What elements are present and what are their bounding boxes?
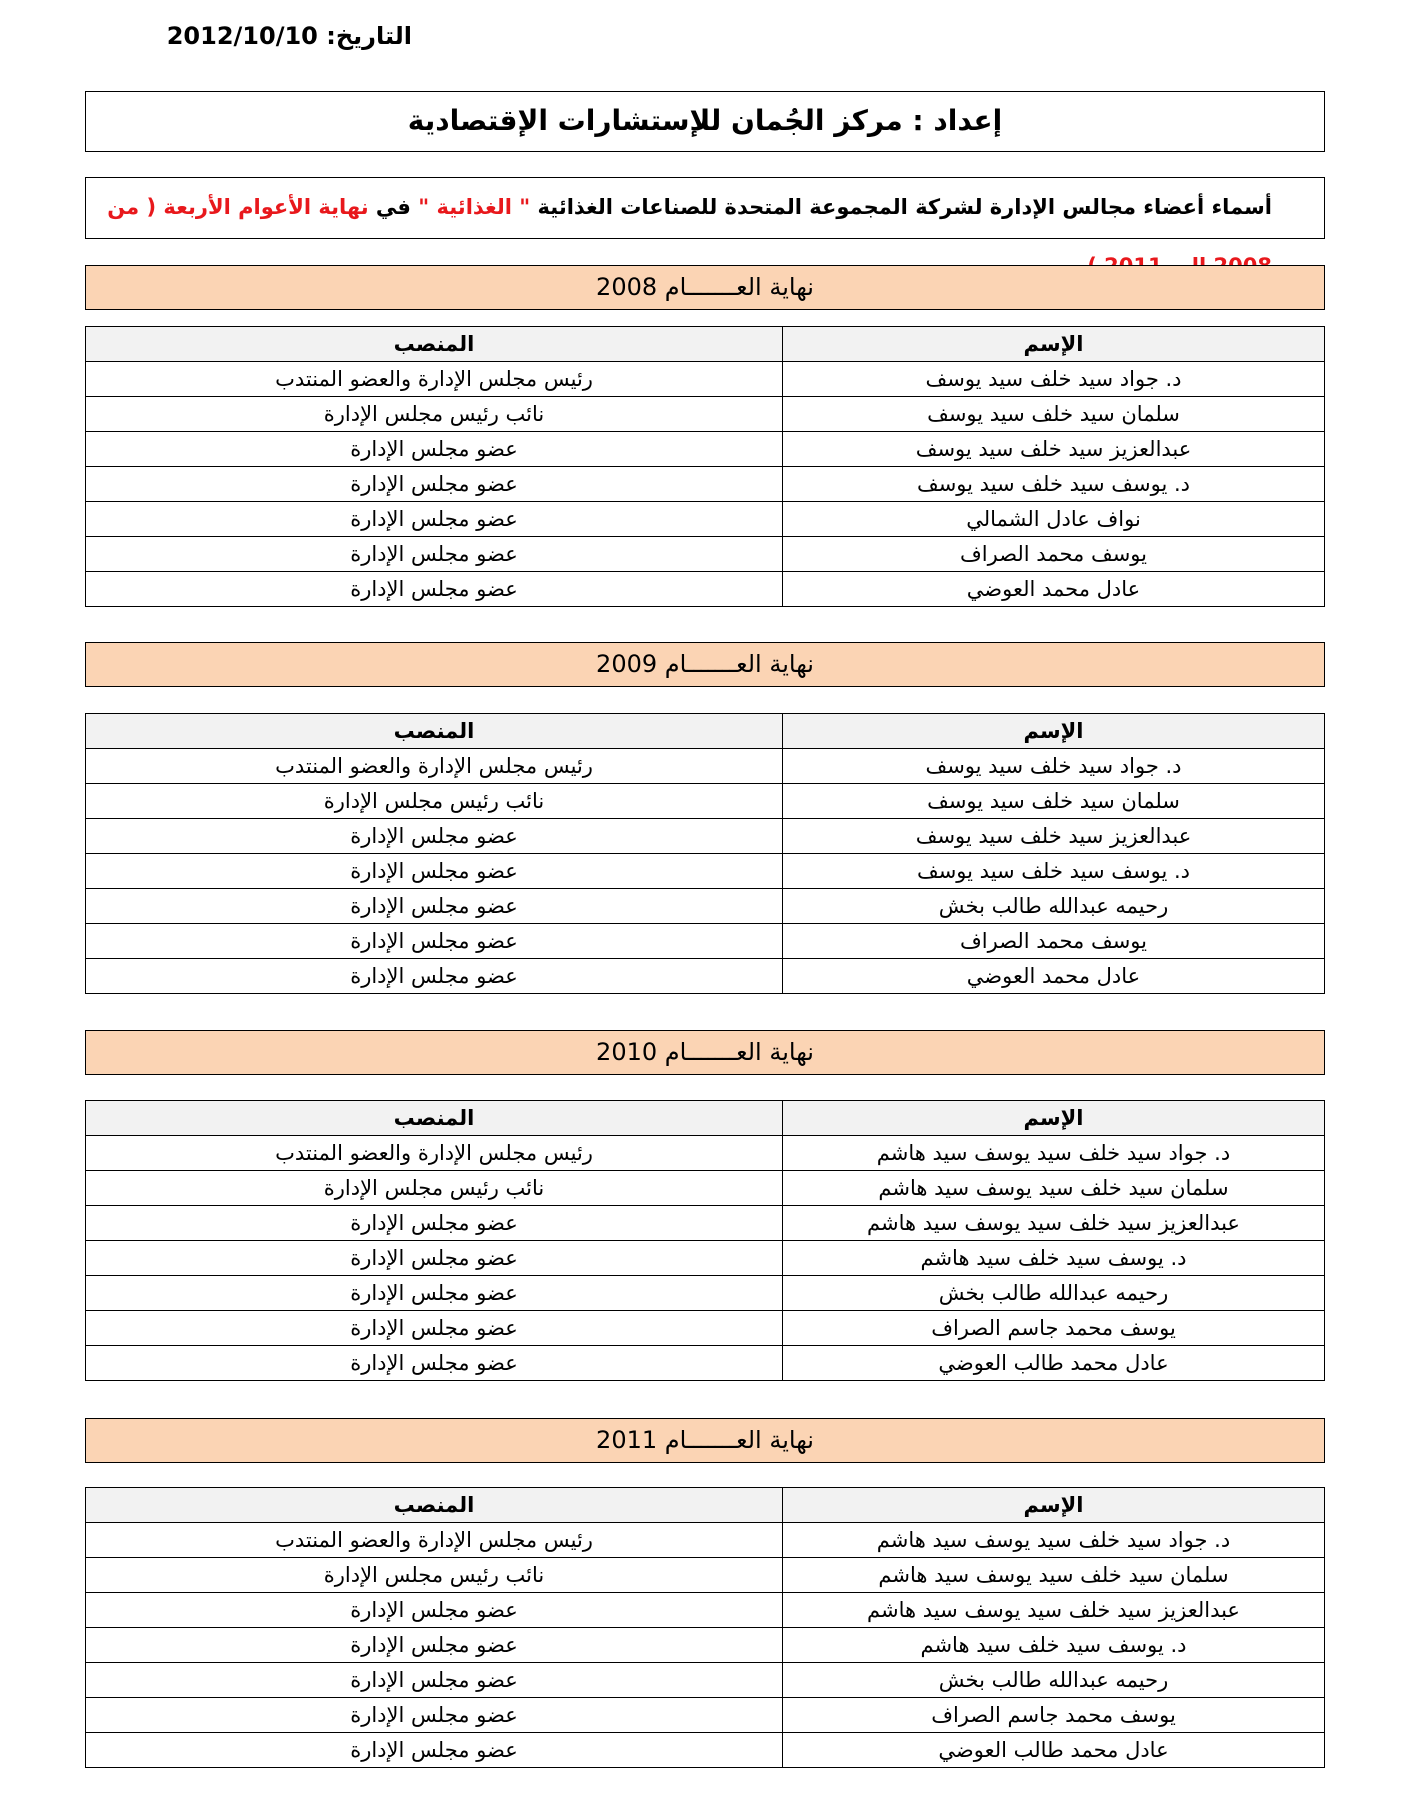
table-row xyxy=(86,397,1325,432)
member-name: د. جواد سيد خلف سيد يوسف سيد هاشم xyxy=(783,1136,1325,1171)
member-name: سلمان سيد خلف سيد يوسف xyxy=(783,784,1325,819)
year-heading-2: نهاية العـــــــام 2010 xyxy=(85,1030,1325,1075)
member-position: عضو مجلس الإدارة xyxy=(86,572,783,607)
member-name: عبدالعزيز سيد خلف سيد يوسف سيد هاشم xyxy=(783,1593,1325,1628)
board-members-table xyxy=(85,713,1325,994)
table-row xyxy=(86,537,1325,572)
table-row xyxy=(86,1523,1325,1558)
member-position: نائب رئيس مجلس الإدارة xyxy=(86,397,783,432)
table-header-row xyxy=(86,327,1325,362)
member-position: عضو مجلس الإدارة xyxy=(86,432,783,467)
member-name: د. يوسف سيد خلف سيد يوسف xyxy=(783,467,1325,502)
table-row xyxy=(86,819,1325,854)
column-header-name: الإسم xyxy=(783,327,1325,362)
prepared-by-text: إعداد : مركز الجُمان للإستشارات الإقتصادية xyxy=(407,104,1003,137)
table-row xyxy=(86,1558,1325,1593)
member-position: عضو مجلس الإدارة xyxy=(86,467,783,502)
member-position: نائب رئيس مجلس الإدارة xyxy=(86,1558,783,1593)
member-name: عبدالعزيز سيد خلف سيد يوسف xyxy=(783,819,1325,854)
table-row xyxy=(86,1346,1325,1381)
member-position: رئيس مجلس الإدارة والعضو المنتدب xyxy=(86,1523,783,1558)
member-name: يوسف محمد الصراف xyxy=(783,924,1325,959)
table-row xyxy=(86,502,1325,537)
date-label: التاريخ: xyxy=(326,22,412,50)
table-row xyxy=(86,959,1325,994)
subtitle-part-2: في xyxy=(368,195,419,219)
column-header-name: الإسم xyxy=(783,1101,1325,1136)
member-position: عضو مجلس الإدارة xyxy=(86,1311,783,1346)
member-position: عضو مجلس الإدارة xyxy=(86,1241,783,1276)
table-row xyxy=(86,1628,1325,1663)
member-position: عضو مجلس الإدارة xyxy=(86,1593,783,1628)
table-row xyxy=(86,749,1325,784)
prepared-by-box xyxy=(85,91,1325,152)
table-row xyxy=(86,362,1325,397)
table-row xyxy=(86,1241,1325,1276)
member-name: عبدالعزيز سيد خلف سيد يوسف xyxy=(783,432,1325,467)
table-row xyxy=(86,784,1325,819)
member-position: عضو مجلس الإدارة xyxy=(86,819,783,854)
member-name: رحيمه عبدالله طالب بخش xyxy=(783,1276,1325,1311)
member-position: عضو مجلس الإدارة xyxy=(86,537,783,572)
table-row xyxy=(86,924,1325,959)
member-name: د. جواد سيد خلف سيد يوسف xyxy=(783,749,1325,784)
member-position: رئيس مجلس الإدارة والعضو المنتدب xyxy=(86,1136,783,1171)
table-row xyxy=(86,432,1325,467)
table-row xyxy=(86,572,1325,607)
board-members-table xyxy=(85,1100,1325,1381)
column-header-name: الإسم xyxy=(783,714,1325,749)
member-name: رحيمه عبدالله طالب بخش xyxy=(783,889,1325,924)
column-header-position: المنصب xyxy=(86,714,783,749)
date-value: 2012/10/10 xyxy=(166,22,318,50)
member-name: يوسف محمد جاسم الصراف xyxy=(783,1311,1325,1346)
table-header-row xyxy=(86,1488,1325,1523)
member-name: يوسف محمد جاسم الصراف xyxy=(783,1698,1325,1733)
subtitle-company-name: " الغذائية " xyxy=(418,195,531,219)
table-row xyxy=(86,1206,1325,1241)
table-row xyxy=(86,889,1325,924)
member-position: عضو مجلس الإدارة xyxy=(86,1663,783,1698)
member-position: عضو مجلس الإدارة xyxy=(86,502,783,537)
member-name: د. يوسف سيد خلف سيد هاشم xyxy=(783,1628,1325,1663)
table-row xyxy=(86,1136,1325,1171)
member-name: د. يوسف سيد خلف سيد هاشم xyxy=(783,1241,1325,1276)
table-row xyxy=(86,1698,1325,1733)
table-row xyxy=(86,1311,1325,1346)
member-name: عبدالعزيز سيد خلف سيد يوسف سيد هاشم xyxy=(783,1206,1325,1241)
table-row xyxy=(86,1733,1325,1768)
member-name: سلمان سيد خلف سيد يوسف xyxy=(783,397,1325,432)
column-header-position: المنصب xyxy=(86,1101,783,1136)
member-name: عادل محمد طالب العوضي xyxy=(783,1346,1325,1381)
subtitle-part-1: أسماء أعضاء مجالس الإدارة لشركة المجموعة المتحدة للصناعات الغذائية xyxy=(530,195,1272,219)
subtitle-period: نهاية الأعوام الأربعة ( من xyxy=(107,195,369,219)
table-header-row xyxy=(86,714,1325,749)
member-name: عادل محمد العوضي xyxy=(783,959,1325,994)
member-name: نواف عادل الشمالي xyxy=(783,502,1325,537)
board-members-table xyxy=(85,1487,1325,1768)
member-name: د. جواد سيد خلف سيد يوسف xyxy=(783,362,1325,397)
member-position: عضو مجلس الإدارة xyxy=(86,854,783,889)
table-header-row xyxy=(86,1101,1325,1136)
table-row xyxy=(86,1171,1325,1206)
member-position: عضو مجلس الإدارة xyxy=(86,1206,783,1241)
column-header-name: الإسم xyxy=(783,1488,1325,1523)
table-row xyxy=(86,1593,1325,1628)
member-position: نائب رئيس مجلس الإدارة xyxy=(86,784,783,819)
member-position: رئيس مجلس الإدارة والعضو المنتدب xyxy=(86,749,783,784)
column-header-position: المنصب xyxy=(86,327,783,362)
member-position: عضو مجلس الإدارة xyxy=(86,959,783,994)
year-heading-1: نهاية العـــــــام 2009 xyxy=(85,642,1325,687)
member-position: عضو مجلس الإدارة xyxy=(86,1698,783,1733)
table-row xyxy=(86,1276,1325,1311)
member-name: د. جواد سيد خلف سيد يوسف سيد هاشم xyxy=(783,1523,1325,1558)
member-name: سلمان سيد خلف سيد يوسف سيد هاشم xyxy=(783,1558,1325,1593)
member-position: عضو مجلس الإدارة xyxy=(86,1733,783,1768)
year-heading-0: نهاية العـــــــام 2008 xyxy=(85,265,1325,310)
member-position: عضو مجلس الإدارة xyxy=(86,924,783,959)
member-name: عادل محمد العوضي xyxy=(783,572,1325,607)
year-heading-3: نهاية العـــــــام 2011 xyxy=(85,1418,1325,1463)
member-position: نائب رئيس مجلس الإدارة xyxy=(86,1171,783,1206)
member-position: عضو مجلس الإدارة xyxy=(86,1628,783,1663)
column-header-position: المنصب xyxy=(86,1488,783,1523)
table-row xyxy=(86,1663,1325,1698)
member-name: د. يوسف سيد خلف سيد يوسف xyxy=(783,854,1325,889)
member-name: رحيمه عبدالله طالب بخش xyxy=(783,1663,1325,1698)
member-position: عضو مجلس الإدارة xyxy=(86,889,783,924)
table-row xyxy=(86,854,1325,889)
member-position: عضو مجلس الإدارة xyxy=(86,1346,783,1381)
document-subtitle xyxy=(85,177,1325,239)
member-name: عادل محمد طالب العوضي xyxy=(783,1733,1325,1768)
document-date xyxy=(92,18,412,54)
table-row xyxy=(86,467,1325,502)
member-name: سلمان سيد خلف سيد يوسف سيد هاشم xyxy=(783,1171,1325,1206)
board-members-table xyxy=(85,326,1325,607)
member-position: رئيس مجلس الإدارة والعضو المنتدب xyxy=(86,362,783,397)
member-name: يوسف محمد الصراف xyxy=(783,537,1325,572)
member-position: عضو مجلس الإدارة xyxy=(86,1276,783,1311)
